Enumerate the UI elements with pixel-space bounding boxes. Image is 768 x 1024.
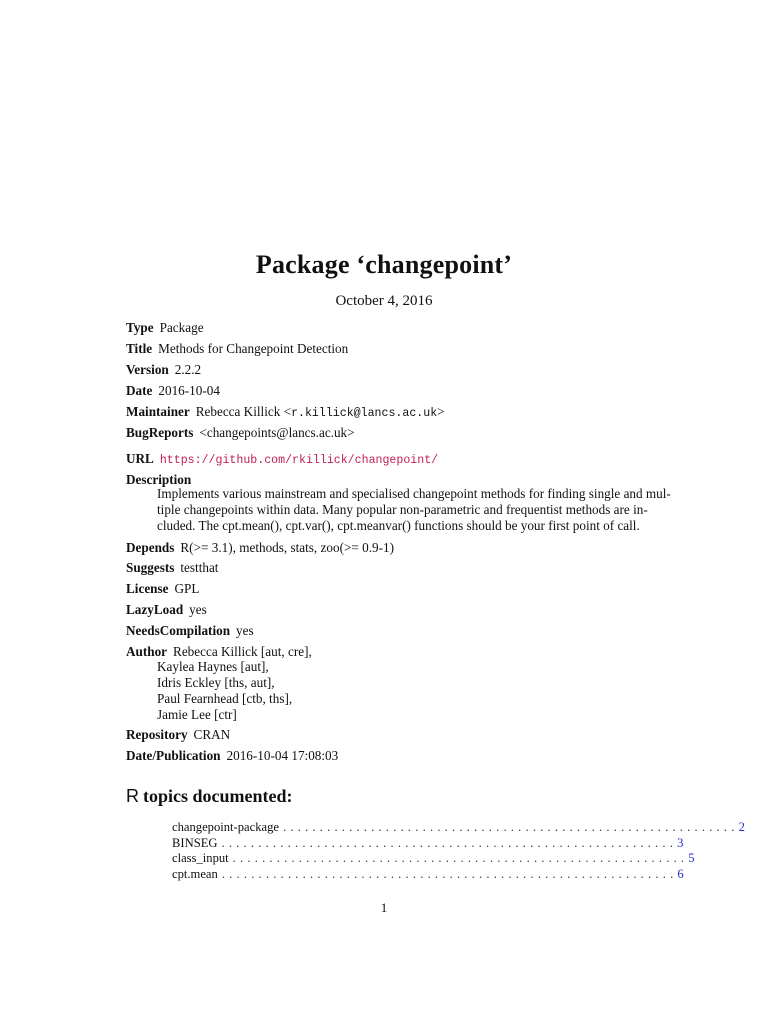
field-value: testthat: [180, 560, 219, 575]
field-key: LazyLoad: [126, 602, 184, 617]
description-line: tiple changepoints within data. Many popular non-parametric and frequentist methods are in-: [157, 502, 648, 517]
field-value: 2.2.2: [174, 362, 202, 377]
toc-name[interactable]: class_input: [172, 851, 229, 865]
field-key: Maintainer: [126, 404, 190, 419]
field-depends: [126, 539, 394, 557]
field-value: Package: [159, 320, 204, 335]
field-key: Type: [126, 320, 154, 335]
field-lazyload: [126, 601, 207, 619]
field-license: [126, 580, 199, 598]
field-url: [126, 450, 438, 470]
field-key: License: [126, 581, 169, 596]
url-link[interactable]: https://github.com/rkillick/changepoint/: [159, 454, 439, 467]
toc-row-changepoint-package[interactable]: [172, 820, 745, 836]
description-body: [157, 486, 671, 534]
toc-leader: ..............................................................: [221, 866, 678, 881]
toc-leader: ..............................................................: [283, 820, 739, 834]
field-maintainer: [126, 403, 445, 423]
topics-heading: [126, 786, 293, 807]
author-first: Rebecca Killick [aut, cre],: [173, 644, 312, 659]
field-value: <changepoints@lancs.ac.uk>: [199, 425, 355, 440]
toc-name[interactable]: changepoint-package: [172, 820, 279, 834]
field-value: 2016-10-04 17:08:03: [226, 748, 339, 763]
field-needscompilation: [126, 622, 254, 640]
field-value: 2016-10-04: [158, 383, 220, 398]
field-key: Repository: [126, 727, 188, 742]
field-suggests: [126, 559, 218, 577]
toc-row-cpt-mean[interactable]: [172, 866, 684, 883]
package-date: October 4, 2016: [335, 293, 433, 309]
topics-heading-text: topics documented:: [143, 786, 293, 806]
description-line: cluded. The cpt.mean(), cpt.var(), cpt.meanvar() functions should be your first point of call.: [157, 518, 640, 533]
toc-name[interactable]: BINSEG: [172, 835, 218, 850]
toc-page[interactable]: 2: [738, 820, 745, 834]
page-number: 1: [380, 900, 388, 915]
field-type: [126, 319, 204, 337]
field-key: NeedsCompilation: [126, 623, 231, 638]
author-item: Idris Eckley [ths, aut],: [157, 675, 275, 690]
field-value: R(>= 3.1), methods, stats, zoo(>= 0.9-1): [180, 540, 394, 555]
author-item: Kaylea Haynes [aut],: [157, 659, 269, 674]
toc-row-binseg[interactable]: [172, 835, 684, 852]
toc-page[interactable]: 3: [677, 835, 684, 850]
field-key: URL: [126, 451, 154, 466]
field-value: Rebecca Killick <: [195, 404, 292, 419]
toc-leader: ..............................................................: [221, 835, 678, 850]
toc-page[interactable]: 6: [677, 866, 684, 881]
field-key: Date/Publication: [126, 748, 221, 763]
toc-name[interactable]: cpt.mean: [172, 866, 218, 881]
field-bugreports: [126, 424, 355, 442]
field-publication: [126, 747, 338, 765]
field-key: Version: [126, 362, 169, 377]
field-version: [126, 361, 201, 379]
field-value: CRAN: [193, 727, 231, 742]
field-key: Author: [126, 644, 168, 659]
field-key: Date: [126, 383, 153, 398]
field-key: Suggests: [126, 560, 175, 575]
field-date: [126, 382, 220, 400]
description-line: Implements various mainstream and specialised changepoint methods for finding single and mul-: [157, 486, 671, 501]
field-value: Methods for Changepoint Detection: [158, 341, 349, 356]
toc-row-class-input[interactable]: [172, 851, 695, 867]
field-title: [126, 340, 348, 358]
table-of-contents: [172, 820, 745, 882]
field-value-close: >: [437, 404, 445, 419]
field-value: yes: [189, 602, 207, 617]
toc-page[interactable]: 5: [688, 851, 695, 865]
maintainer-email[interactable]: r.killick@lancs.ac.uk: [291, 407, 438, 420]
field-key: Title: [126, 341, 153, 356]
field-key: Depends: [126, 540, 175, 555]
field-key: BugReports: [126, 425, 194, 440]
field-key: Description: [126, 472, 192, 487]
r-label: R: [126, 786, 139, 806]
field-value: GPL: [174, 581, 200, 596]
author-item: Paul Fearnhead [ctb, ths],: [157, 691, 293, 706]
author-item: Jamie Lee [ctr]: [157, 707, 237, 722]
field-value: yes: [236, 623, 254, 638]
field-repository: [126, 726, 230, 744]
toc-leader: ..............................................................: [232, 851, 689, 865]
package-title: Package ‘changepoint’: [255, 250, 513, 279]
author-list: [157, 659, 292, 723]
